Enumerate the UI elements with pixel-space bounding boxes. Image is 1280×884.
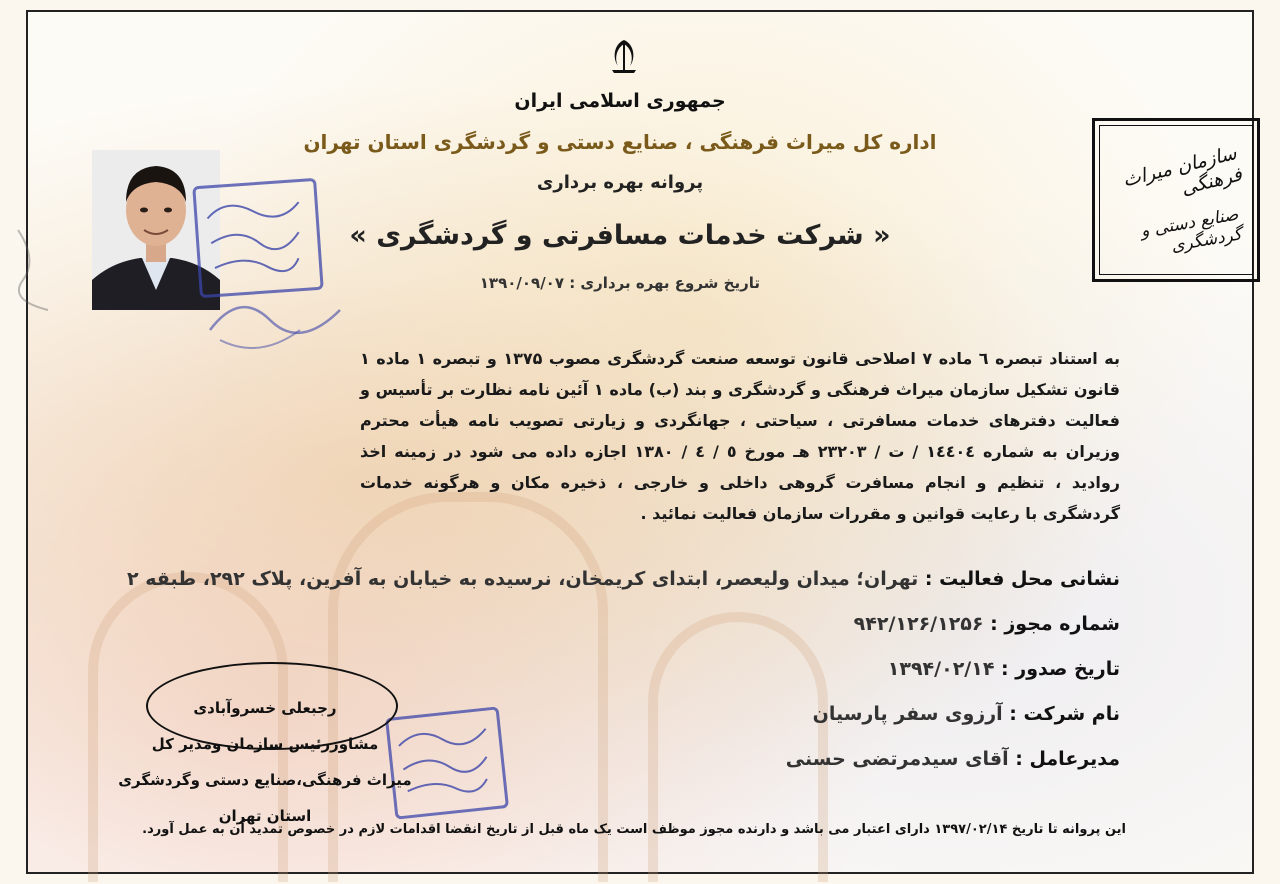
country-heading: جمهوری اسلامی ایران [514,90,726,112]
company-name-value: آرزوی سفر پارسیان [812,703,1003,725]
license-body-paragraph: به استناد تبصره ٦ ماده ٧ اصلاحی قانون توسعه صنعت گردشگری مصوب ۱۳۷۵ و تبصره ۱ ماده ۱ قانون تشکیل سازمان میراث فرهنگی و گردشگری و بند (ب) ماده ۱ آئین نامه نظارت بر تأسیس و فعالیت دفترهای خدمات مسافرتی ، سیاحتی ، جهانگردی و زیارتی تصویب نامه هیأت محترم وزیران به شماره ١٤٤٠٤ / ت / ٢٣٢٠٣ هـ مورخ ٥ / ٤ / ١٣٨٠ اجازه داده می شود در زمینه اخذ روادید ، تنظیم و انجام مسافرت گروهی داخلی و خارجی ، ذخیره مکان و هرگونه خدمات گردشگری با رعایت قوانین و مقررات سازمان فعالیت نمائید . [360,349,1121,523]
logo-line-2: صنایع دستی و گردشگری [1139,204,1244,257]
issue-date-value: ۱۳۹۴/۰۲/۱۴ [887,658,995,680]
signer-name: رجبعلی خسروآبادی [193,699,337,717]
detail-row-address [127,568,1120,613]
signer-block [100,690,430,834]
iran-emblem-icon [604,36,644,76]
license-number-value: ۹۴۲/۱۲۶/۱۲۵۶ [853,613,984,635]
validity-footer: این پروانه تا تاریخ ۱۳۹۷/۰۲/۱۴ دارای اعتبار می باشد و دارنده مجوز موظف است یک ماه قبل از تاریخ انقضا اقدامات لازم در خصوص تمدید آن به عمل آورد. [142,822,1126,837]
ceo-label: مدیرعامل : [1015,748,1120,770]
organization-heading: اداره کل میراث فرهنگی ، صنایع دستی و گردشگری استان تهران [303,130,937,154]
signer-department: میراث فرهنگی،صنایع دستی وگردشگری استان تهران [118,771,412,825]
signature-scribble-icon [200,270,360,390]
address-value: تهران؛ میدان ولیعصر، ابتدای کریمخان، نرسیده به خیابان به آفرین، پلاک ۲۹۲، طبقه ۲ [127,568,919,590]
license-number-label: شماره مجوز : [990,613,1120,635]
signer-title: مشاوررئیس سازمان ومدیر کل [151,735,379,753]
company-type-title: « شرکت خدمات مسافرتی و گردشگری » [349,220,891,251]
detail-row-license-number [127,613,1120,658]
ceo-value: آقای سیدمرتضی حسنی [785,748,1009,770]
issue-date-label: تاریخ صدور : [1001,658,1120,680]
logo-line-1: سازمان میراث فرهنگی [1120,141,1245,200]
license-type-heading: پروانه بهره برداری [536,172,704,193]
margin-scribble-icon [8,220,68,320]
start-date-line: تاریخ شروع بهره برداری : ۱۳۹۰/۰۹/۰۷ [479,274,760,292]
organization-logo [1092,118,1260,282]
company-name-label: نام شرکت : [1009,703,1120,725]
address-label: نشانی محل فعالیت : [924,568,1120,590]
